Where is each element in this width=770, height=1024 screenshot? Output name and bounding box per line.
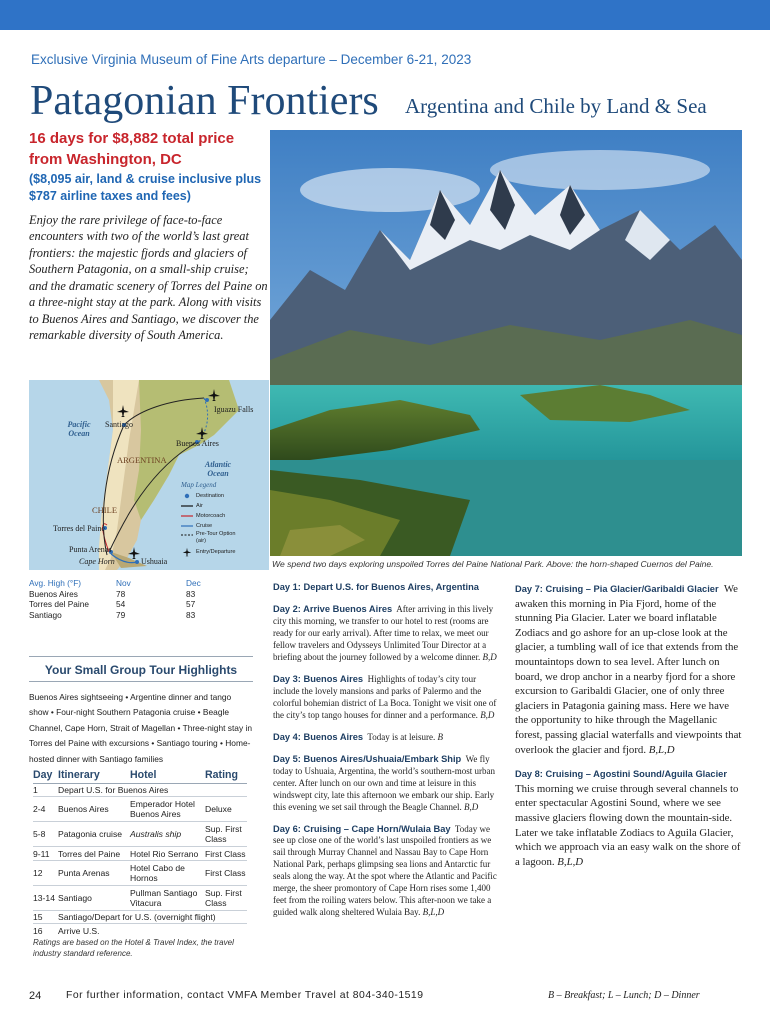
itinerary-column-right — [515, 582, 743, 879]
day-text: We awaken this morning in Pia Fjord, home of the stunning Pia Glacier. Later we board inflatable Zodiacs and go ashore for an up-close look at the glacier, a tumbling wall of ice that extends from the mountaintops down to sea level. After lunch on board, we drop anchor in a nearby fjord for a shore excursion to Garibaldi Glacier, one of only three glaciers in Patagonia gaining mass. Here we have the opportunity to hike through the Magellanic forest, passing glacial waterfalls and viewpoints that overlook the glacier and fjord. — [515, 583, 742, 756]
day-meals: B,L,D — [648, 743, 675, 756]
day-meals: B,L,D — [557, 855, 584, 868]
day-heading: Day 3: Buenos Aires — [273, 673, 364, 684]
plane-icon — [181, 548, 193, 556]
day-text: This morning we cruise through several channels to enter spectacular Agostini Sound, where we see massive glaciers flowing down the mountain-side. Later we take inflatable Zodiacs to Aguila Glacier, which we approach via an easy walk on the shore of a lagoon. — [515, 782, 741, 868]
plane-icon — [195, 426, 209, 440]
day-block — [273, 732, 498, 744]
contact-line: For further information, contact VMFA Member Travel at 804-340-1519 — [66, 990, 424, 1001]
ratings-note: Ratings are based on the Hotel & Travel Index, the travel industry standard reference. — [33, 938, 234, 958]
day-heading: Day 2: Arrive Buenos Aires — [273, 603, 393, 614]
highlights-text: Buenos Aires sightseeing • Argentine dinner and tango show • Four-night Southern Patagonia cruise • Beagle Channel, Cape Horn, Strait of Magellan • Three-night stay in Torres del Paine with excursions • Santiago touring • Home-hosted dinner with Santiago families — [29, 692, 252, 764]
landscape-image — [270, 130, 742, 556]
day-text: Today we see up close one of the world’s last unspoiled frontiers as we sail through Murray Channel and Nassau Bay to Cape Horn National Park, perhaps glimpsing sea lions and Antarctic fur seals along the way. At the spot where the Atlantic and Pacific merge, the sheer promontory of Cape Horn rises some 1,400 feet from the roiling waters below. This after-noon we take a guided walk along sheltered Wulaia Bay. — [273, 823, 497, 918]
map-legend-title: Map Legend — [181, 481, 217, 489]
legend-item: Cruise — [181, 521, 265, 531]
map-label-cape-horn: Cape Horn — [79, 557, 115, 566]
destination-dot-icon — [181, 492, 193, 500]
day-block — [273, 582, 498, 594]
day-block — [515, 767, 743, 869]
meals-key: B – Breakfast; L – Lunch; D – Dinner — [548, 990, 700, 1001]
day-block — [273, 604, 498, 664]
table-row: 15 Santiago/Depart for U.S. (overnight flight) — [33, 911, 247, 924]
map-label-iguazu: Iguazu Falls — [214, 405, 254, 414]
day-text: Highlights of today’s city tour include the lovely mansions and parks of Palermo and the colorful bohemian district of La Boca. Tonight we visit one of the city’s top tango houses for dinner and a performance. — [273, 673, 497, 720]
temperature-row: Torres del Paine 54 57 — [29, 599, 196, 610]
table-row: 5-8 Patagonia cruise Australis ship Sup. First Class — [33, 822, 247, 847]
tour-highlights — [29, 656, 253, 767]
price-line: 16 days for $8,882 total price — [29, 130, 235, 147]
day-heading: Day 1: Depart U.S. for Buenos Aires, Argentina — [273, 582, 479, 592]
top-color-bar — [0, 0, 770, 30]
day-text: We fly today to Ushuaia, Argentina, the world’s southern-most urban center. After lunch on our own and time at leisure in this windswept city, late this afternoon we embark our ship. Early this evening we set sail through the Beagle Channel. — [273, 753, 496, 812]
route-map — [29, 380, 269, 570]
day-heading: Day 5: Buenos Aires/Ushuaia/Embark Ship — [273, 753, 462, 764]
day-meals: B,D — [480, 709, 495, 720]
pre-tour-line-icon — [181, 531, 193, 539]
intro-paragraph: Enjoy the rare privilege of face-to-face encounters with two of the world’s last great frontiers: the majestic fjords and glaciers of Southern Patagonia, on a small-ship cruise; and the dramatic scenery of Torres del Paine on a three-night stay at the park. Along with visits to Buenos Aires and Santiago, we discover the remarkable diversity of South America. — [29, 213, 268, 343]
table-row: 16 Arrive U.S. — [33, 925, 100, 936]
photo-caption: We spend two days exploring unspoiled Torres del Paine National Park. Above: the horn-shaped Cuernos del Paine. — [272, 559, 714, 569]
day-block — [515, 582, 743, 757]
itinerary-header-row: Day Itinerary Hotel Rating — [33, 767, 247, 784]
day-text: After arriving in this lively city this morning, we transfer to our hotel to rest (rooms are ready for our early arrival). After time to relax, we meet our fellow travelers and Odysseys Unlimited Tour Director at a briefing about the journey followed by a welcome dinner. — [273, 603, 494, 662]
departure-line: Exclusive Virginia Museum of Fine Arts departure – December 6-21, 2023 — [31, 52, 472, 67]
table-row: 9-11 Torres del Paine Hotel Rio Serrano First Class — [33, 847, 247, 861]
day-block — [273, 754, 498, 814]
day-block — [273, 824, 498, 920]
day-meals: B,D — [463, 801, 479, 812]
table-row: 1 Depart U.S. for Buenos Aires — [33, 784, 247, 797]
highlights-title: Your Small Group Tour Highlights — [29, 656, 253, 682]
legend-item: Motorcoach — [181, 511, 265, 521]
map-label-pacific: Pacific Ocean — [67, 420, 91, 438]
temperature-row: Santiago 79 83 — [29, 609, 196, 620]
motorcoach-line-icon — [181, 512, 193, 520]
day-block — [273, 674, 498, 722]
map-label-argentina: ARGENTINA — [117, 455, 167, 465]
map-label-ushuaia: Ushuaia — [141, 557, 168, 566]
day-heading: Day 4: Buenos Aires — [273, 731, 364, 742]
legend-item: Entry/Departure — [181, 547, 265, 557]
plane-icon — [207, 388, 221, 402]
day-meals: B — [437, 731, 444, 742]
plane-icon — [116, 404, 130, 418]
itinerary-column-middle — [273, 582, 498, 929]
day-text: Today is at leisure. — [367, 731, 436, 742]
map-label-punta-arenas: Punta Arenas — [69, 545, 112, 554]
torres-del-paine-photo — [270, 130, 742, 556]
table-row: 2-4 Buenos Aires Emperador Hotel Buenos Aires Deluxe — [33, 797, 247, 822]
map-label-chile: CHILE — [92, 505, 118, 515]
price-detail: ($8,095 air, land & cruise inclusive plus $787 airline taxes and fees) — [29, 172, 262, 203]
temperature-header-row: Avg. High (°F) Nov Dec — [29, 578, 201, 589]
legend-item: Air — [181, 501, 265, 511]
map-label-torres: Torres del Paine — [53, 524, 105, 533]
map-label-buenos-aires: Buenos Aires — [176, 439, 219, 448]
table-row: 13-14 Santiago Pullman Santiago Vitacura Sup. First Class — [33, 886, 247, 911]
day-meals: B,D — [482, 651, 497, 662]
temperature-row: Buenos Aires 78 83 — [29, 588, 196, 599]
legend-item: Pre-Tour Option (air) — [181, 531, 265, 547]
legend-item: Destination — [181, 491, 265, 501]
day-heading: Day 7: Cruising – Pia Glacier/Garibaldi Glacier — [515, 584, 719, 594]
page-subtitle: Argentina and Chile by Land & Sea — [405, 94, 707, 118]
origin-line: from Washington, DC — [29, 151, 182, 168]
temperature-table — [29, 578, 269, 620]
map-legend — [181, 481, 265, 557]
table-row: 12 Punta Arenas Hotel Cabo de Hornos First Class — [33, 861, 247, 886]
page-number: 24 — [29, 990, 42, 1002]
cruise-line-icon — [181, 522, 193, 530]
map-label-atlantic: Atlantic Ocean — [204, 460, 232, 478]
plane-icon — [127, 546, 141, 560]
itinerary-table — [33, 767, 247, 937]
air-line-icon — [181, 502, 193, 510]
day-heading: Day 6: Cruising – Cape Horn/Wulaia Bay — [273, 823, 451, 834]
page-title: Patagonian Frontiers — [30, 78, 379, 124]
map-label-santiago: Santiago — [105, 420, 133, 429]
day-heading: Day 8: Cruising – Agostini Sound/Aguila Glacier — [515, 769, 727, 780]
day-meals: B,L,D — [422, 907, 445, 918]
